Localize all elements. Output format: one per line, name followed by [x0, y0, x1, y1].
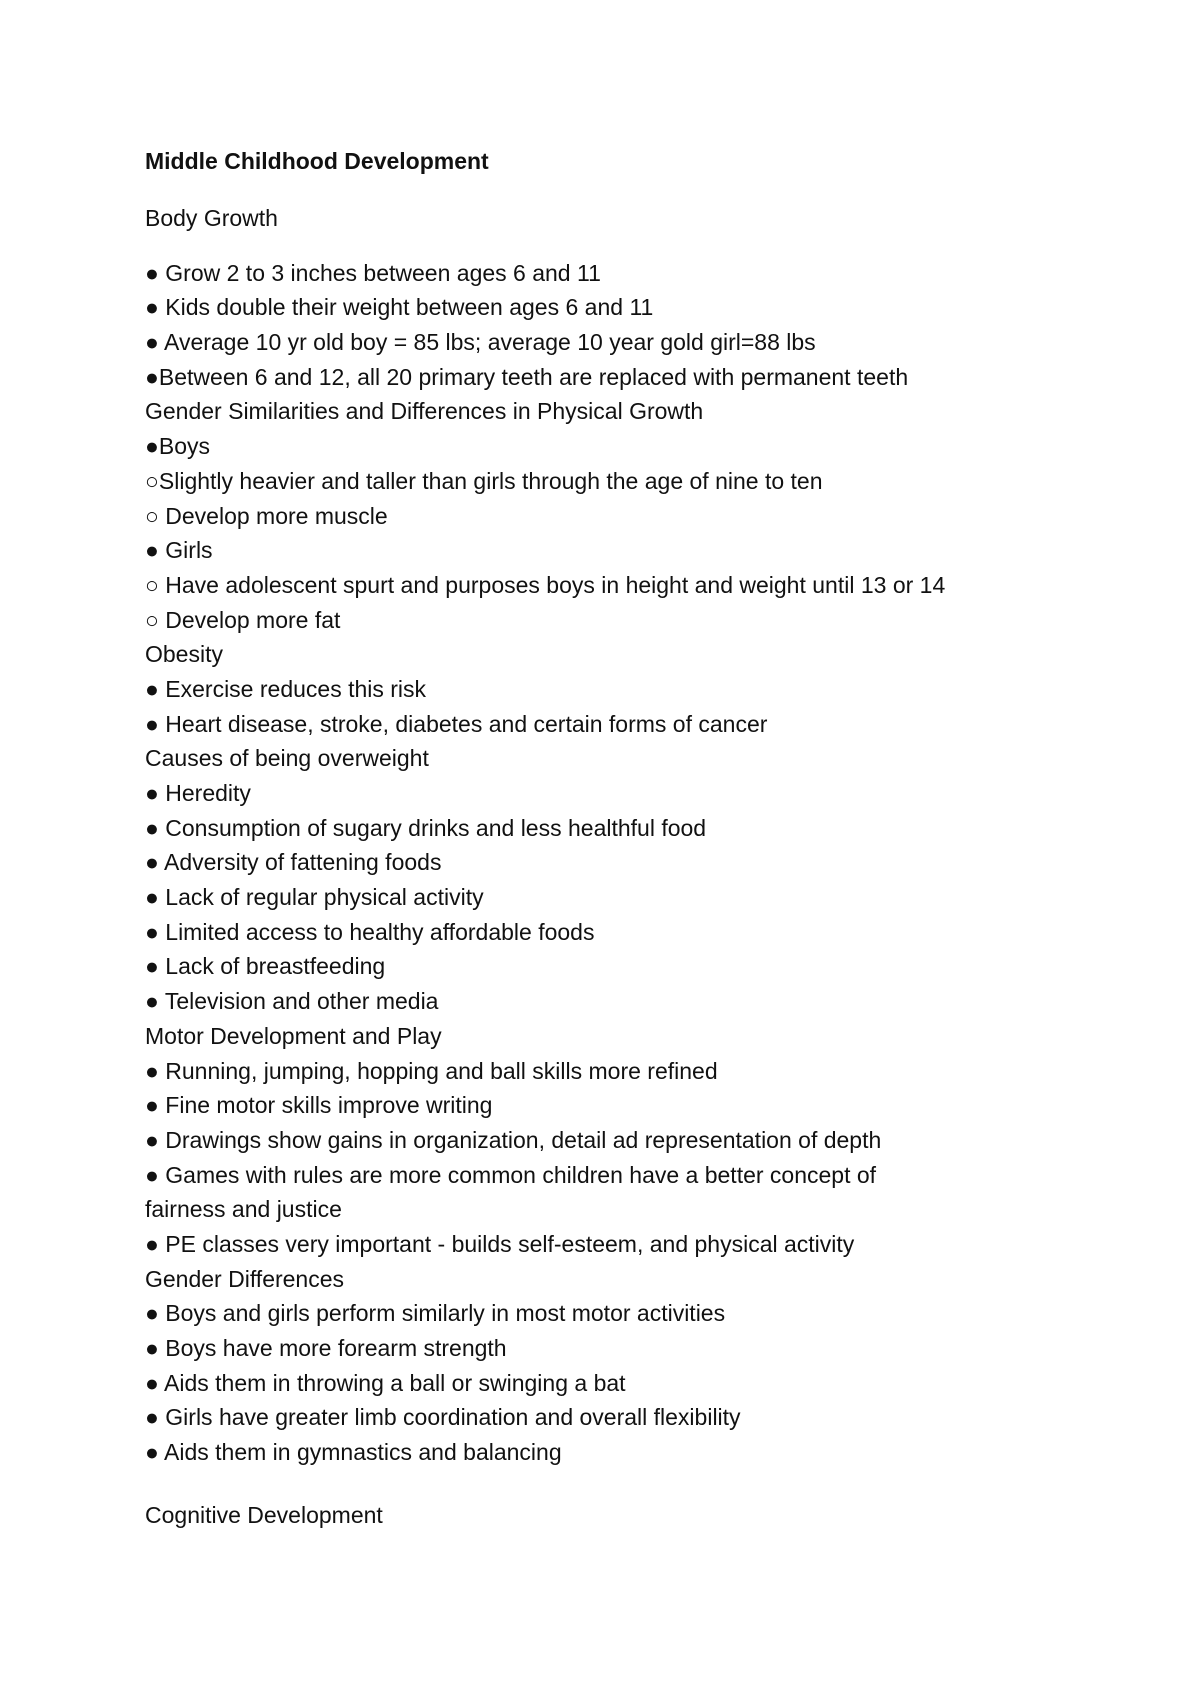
- section-heading-gender-differences: Gender Differences: [145, 1265, 345, 1292]
- bullet-item: ● Running, jumping, hopping and ball skills more refined: [145, 1057, 718, 1084]
- bullet-item: ● Aids them in gymnastics and balancing: [145, 1439, 562, 1466]
- bullet-item: ● Fine motor skills improve writing: [145, 1092, 493, 1119]
- bullet-item: ● Kids double their weight between ages 6 and 11: [145, 294, 654, 321]
- bullet-item: ●Between 6 and 12, all 20 primary teeth are replaced with permanent teeth: [145, 363, 909, 390]
- bullet-item: ● Boys have more forearm strength: [145, 1335, 507, 1361]
- bullet-item: ● Lack of regular physical activity: [145, 884, 484, 911]
- bullet-item: ● Heart disease, stroke, diabetes and certain forms of cancer: [145, 710, 768, 737]
- document-page: [145, 145, 1095, 1532]
- bullet-item: ● Girls: [145, 537, 213, 564]
- bullet-item: ● Limited access to healthy affordable foods: [145, 918, 595, 945]
- bullet-item: ● Drawings show gains in organization, detail ad representation of depth: [145, 1126, 882, 1153]
- bullet-item: ● Grow 2 to 3 inches between ages 6 and 11: [145, 259, 601, 286]
- section-heading-obesity: Obesity: [145, 641, 223, 668]
- bullet-item: ● Lack of breastfeeding: [145, 953, 386, 980]
- bullet-item: ● Boys and girls perform similarly in most motor activities: [145, 1300, 726, 1327]
- bullet-item: ● Television and other media: [145, 988, 439, 1015]
- bullet-item: ● Exercise reduces this risk: [145, 675, 427, 702]
- section-heading-gender-physical-growth: Gender Similarities and Differences in Physical Growth: [145, 398, 704, 425]
- bullet-item: ● Average 10 yr old boy = 85 lbs; average 10 year gold girl=88 lbs: [145, 329, 816, 356]
- bullet-item: ● PE classes very important - builds self-esteem, and physical activity: [145, 1230, 855, 1257]
- bullet-item: ● Adversity of fattening foods: [145, 849, 442, 876]
- bullet-item: ● Games with rules are more common children have a better concept of: [145, 1161, 877, 1188]
- document-title: Middle Childhood Development: [145, 148, 489, 174]
- sub-bullet-item: ○ Have adolescent spurt and purposes boys in height and weight until 13 or 14: [145, 571, 946, 598]
- section-heading-body-growth: Body Growth: [145, 205, 278, 231]
- section-heading-motor-development: Motor Development and Play: [145, 1022, 442, 1049]
- sub-bullet-item: ○Slightly heavier and taller than girls through the age of nine to ten: [145, 467, 823, 494]
- sub-bullet-item: ○ Develop more muscle: [145, 502, 388, 529]
- bullet-item: ●Boys: [145, 433, 211, 460]
- bullet-item: ● Aids them in throwing a ball or swinging a bat: [145, 1369, 626, 1396]
- bullet-item: ● Consumption of sugary drinks and less healthful food: [145, 814, 707, 841]
- section-heading-causes-overweight: Causes of being overweight: [145, 745, 429, 772]
- sub-bullet-item: ○ Develop more fat: [145, 606, 341, 633]
- bullet-item: ● Heredity: [145, 780, 251, 806]
- bullet-item: ● Girls have greater limb coordination and overall flexibility: [145, 1404, 741, 1431]
- section-heading-cognitive-development: Cognitive Development: [145, 1501, 383, 1528]
- bullet-item-continuation: fairness and justice: [145, 1196, 342, 1223]
